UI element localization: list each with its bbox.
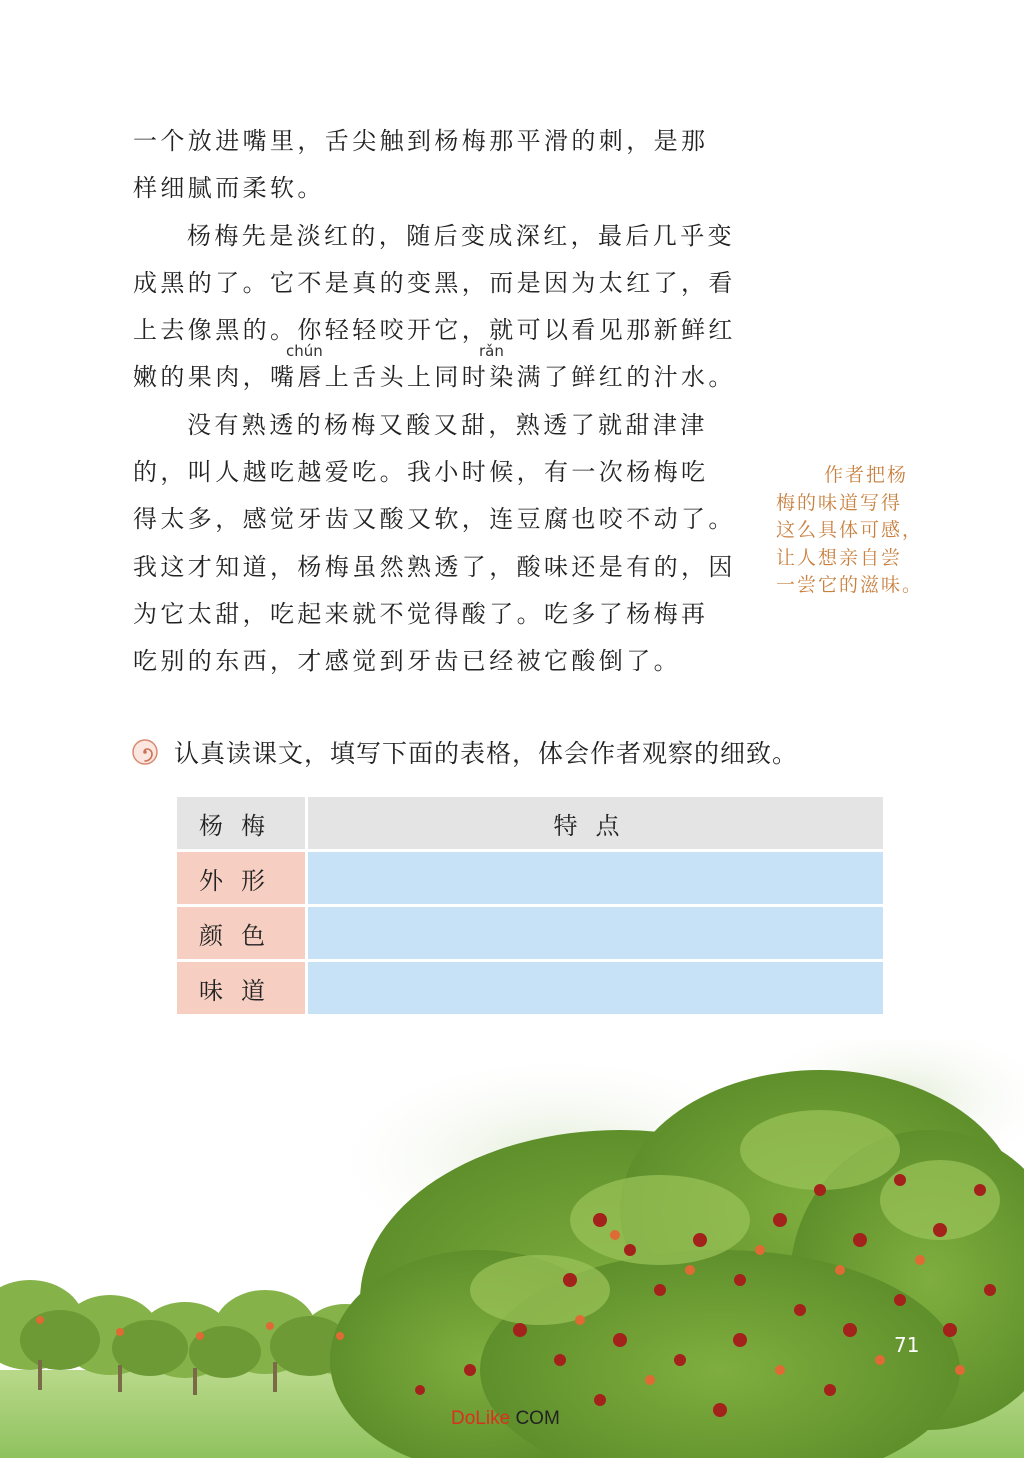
pinyin-chun: chún xyxy=(286,342,323,360)
exercise-text: 认真读课文，填写下面的表格，体会作者观察的细致。 xyxy=(174,739,799,768)
passage-line: 上去像黑的。你轻轻咬开它，就可以看见那新鲜红 xyxy=(133,316,736,345)
passage-line: 为它太甜，吃起来就不觉得酸了。吃多了杨梅再 xyxy=(133,599,709,628)
side-annotation-line: 这么具体可感， xyxy=(776,519,924,541)
passage-line: 样细腻而柔软。 xyxy=(133,174,325,203)
table-row xyxy=(177,961,883,1016)
table-header-row xyxy=(177,797,883,851)
side-annotation-line: 梅的味道写得 xyxy=(776,491,903,514)
passage-line: 杨梅先是淡红的，随后变成深红，最后几乎变 xyxy=(187,221,735,250)
table-header-bayberry: 杨梅 xyxy=(177,797,307,851)
observation-table xyxy=(177,797,883,1017)
table-answer-cell[interactable] xyxy=(307,961,884,1016)
passage-line: 一个放进嘴里，舌尖触到杨梅那平滑的刺，是那 xyxy=(133,127,709,155)
watermark-brand: DoLike xyxy=(451,1408,511,1429)
passage-line: 吃别的东西，才感觉到牙齿已经被它酸倒了。 xyxy=(133,647,681,676)
passage-line: 得太多，感觉牙齿又酸又软，连豆腐也咬不动了。 xyxy=(133,505,736,534)
passage-line: 的，叫人越吃越爱吃。我小时候，有一次杨梅吃 xyxy=(133,458,709,487)
table-row xyxy=(177,906,883,961)
passage xyxy=(133,118,736,686)
passage-line: 嫩的果肉，嘴唇上舌头上同时染满了鲜红的汁水。 xyxy=(133,363,736,392)
table-header-feature: 特点 xyxy=(307,797,884,851)
table-row-label: 外形 xyxy=(177,851,307,906)
table-row-label: 颜色 xyxy=(177,906,307,961)
watermark xyxy=(451,1408,560,1430)
side-annotation-line: 一尝它的滋味。 xyxy=(776,574,924,596)
watermark-suffix: COM xyxy=(515,1408,560,1429)
side-annotation-line: 让人想亲自尝 xyxy=(776,546,903,569)
passage-line: 我这才知道，杨梅虽然熟透了，酸味还是有的，因 xyxy=(133,552,736,581)
table-row-label: 味道 xyxy=(177,961,307,1016)
side-annotation-line: 作者把杨 xyxy=(824,464,909,486)
exercise-instruction xyxy=(132,730,798,774)
table-row xyxy=(177,851,883,906)
bayberry-trees-illustration xyxy=(0,1040,1024,1458)
table-answer-cell[interactable] xyxy=(307,851,884,906)
page-number: 71 xyxy=(894,1333,920,1357)
table-answer-cell[interactable] xyxy=(307,906,884,961)
side-annotation xyxy=(776,462,926,600)
spiral-bullet-icon xyxy=(132,739,158,765)
passage-line: 成黑的了。它不是真的变黑，而是因为太红了，看 xyxy=(133,268,736,297)
pinyin-ran: rǎn xyxy=(479,342,504,360)
passage-line: 没有熟透的杨梅又酸又甜，熟透了就甜津津 xyxy=(187,410,708,439)
